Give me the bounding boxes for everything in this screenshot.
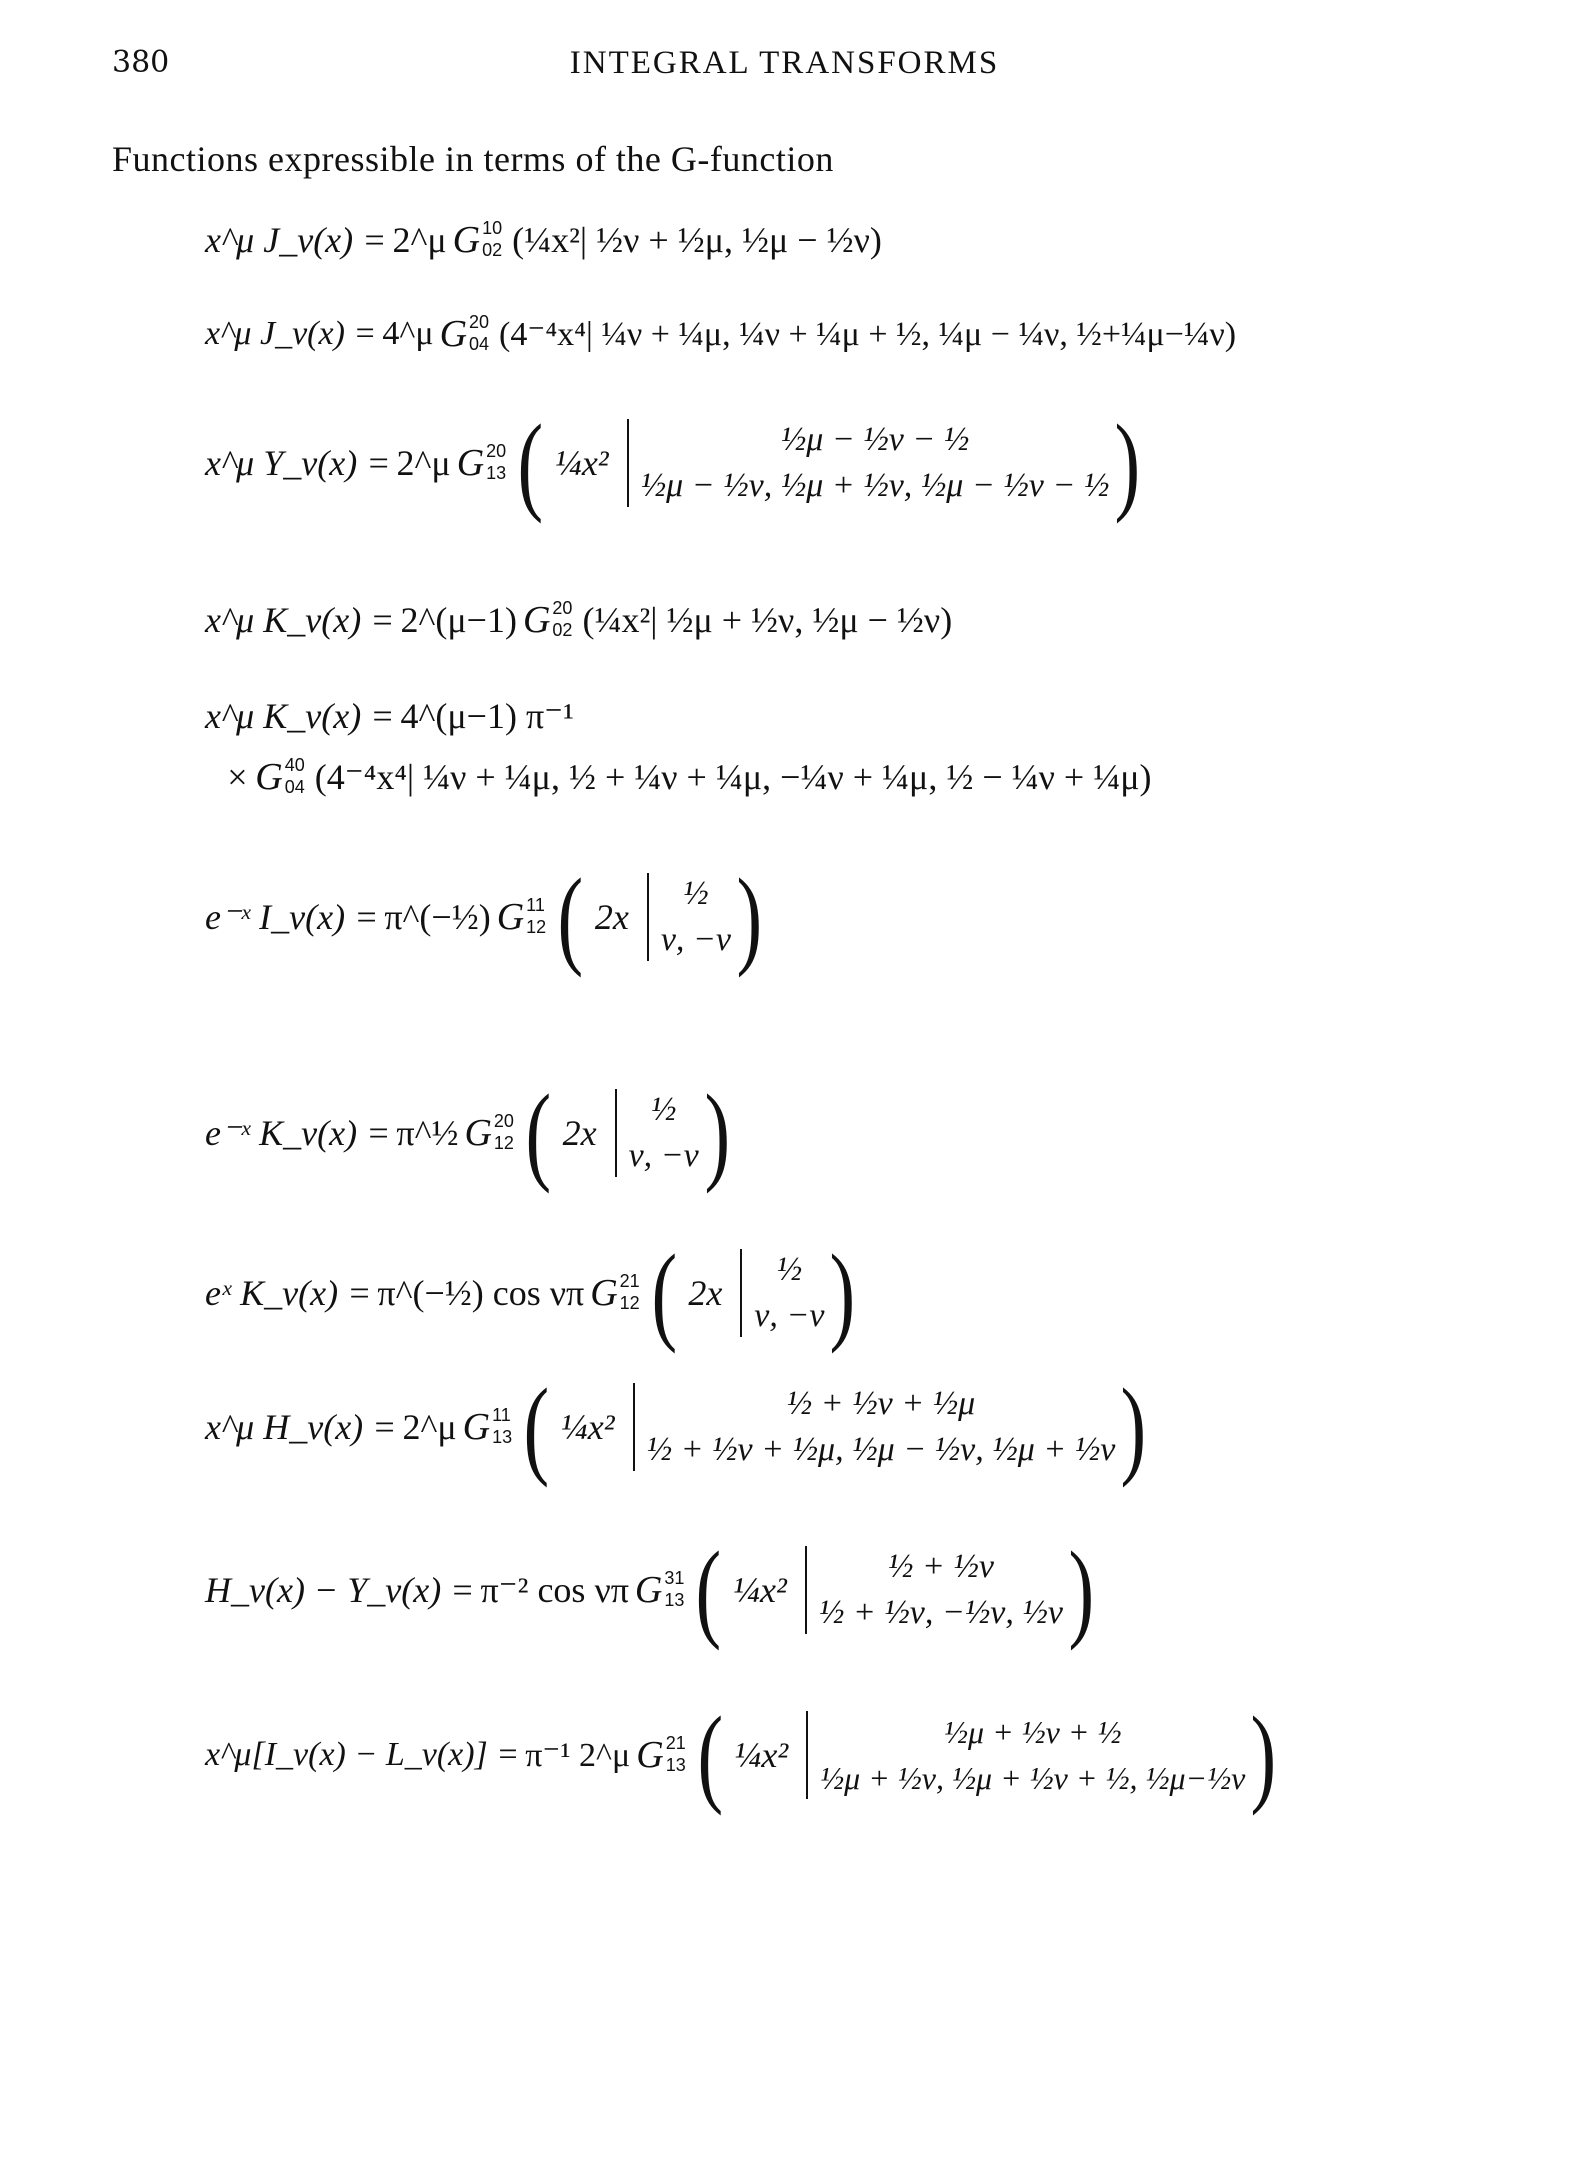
meijer-g-symbol: G 20 13 (456, 441, 507, 484)
meijer-g-symbol: G 11 12 (496, 895, 547, 938)
equation-lhs: x^μ J_ν(x) = (205, 220, 387, 260)
equation-arguments: (¼x²| ½μ + ½ν, ½μ − ½ν) (582, 600, 953, 640)
right-paren: ) (1068, 1529, 1095, 1651)
separator-bar (633, 1383, 635, 1471)
equation-coefficient: 2^(μ−1) (400, 600, 517, 640)
meijer-g-symbol: G 10 02 (452, 218, 503, 261)
equation-9 (205, 1366, 1152, 1488)
upper-parameters: ½ + ½ν (887, 1548, 994, 1585)
equation-lhs: x^μ K_ν(x) = (205, 600, 395, 640)
equation-arguments: (4⁻⁴x⁴| ¼ν + ¼μ, ¼ν + ¼μ + ½, ¼μ − ¼ν, ½+¼μ−¼ν) (499, 316, 1237, 353)
equation-coefficient: 2^μ (402, 1407, 457, 1447)
equation-lhs: x^μ[I_ν(x) − L_ν(x)] = (205, 1736, 520, 1773)
equation-coefficient: 4^μ (382, 315, 434, 352)
left-paren: ( (523, 1366, 550, 1488)
equation-lhs: e⁻ˣ K_ν(x) = (205, 1113, 391, 1153)
lower-parameters: ½μ + ½ν, ½μ + ½ν + ½, ½μ−½ν (820, 1760, 1246, 1796)
parameter-stack (641, 417, 1110, 509)
running-head: INTEGRAL TRANSFORMS (569, 45, 1000, 81)
equation-4 (205, 598, 952, 642)
separator-bar (615, 1089, 617, 1177)
upper-parameters: ½ (776, 1251, 803, 1288)
equation-2 (205, 312, 1236, 356)
g-argument: ¼x² (560, 1407, 615, 1447)
lower-parameters: ½μ − ½ν, ½μ + ½ν, ½μ − ½ν − ½ (640, 467, 1110, 504)
equation-10 (205, 1529, 1100, 1651)
meijer-g-symbol: G 21 12 (590, 1271, 640, 1314)
meijer-g-symbol: G 40 04 (255, 755, 305, 798)
parameter-stack (819, 1544, 1063, 1636)
equation-arguments: (¼x²| ½ν + ½μ, ½μ − ½ν) (512, 220, 882, 260)
meijer-g-symbol: G 20 02 (522, 598, 573, 641)
separator-bar (740, 1249, 742, 1337)
left-paren: ( (651, 1232, 677, 1354)
g-argument: 2x (562, 1113, 597, 1153)
left-paren: ( (697, 1694, 723, 1816)
equation-5 (205, 695, 574, 737)
equation-lhs: eˣ K_ν(x) = (205, 1273, 372, 1313)
equation-1 (205, 218, 882, 262)
equation-coefficient: 2^μ (396, 443, 451, 483)
equation-lhs: x^μ Y_ν(x) = (205, 443, 391, 483)
equation-coefficient: 2^μ (392, 220, 447, 260)
equation-coefficient: 4^(μ−1) π⁻¹ (400, 696, 574, 736)
parameter-stack (820, 1709, 1245, 1801)
lower-parameters: ½ + ½ν + ½μ, ½μ − ½ν, ½μ + ½ν (646, 1431, 1116, 1468)
left-paren: ( (695, 1529, 722, 1651)
meijer-g-symbol: G 31 13 (634, 1568, 685, 1611)
parameter-stack (647, 1381, 1116, 1473)
parameter-stack (629, 1087, 699, 1179)
upper-parameters: ½ (650, 1091, 677, 1128)
page-number: 380 (112, 45, 170, 80)
g-argument: 2x (594, 897, 629, 937)
separator-bar (806, 1711, 808, 1799)
left-paren: ( (525, 1072, 552, 1194)
separator-bar (627, 419, 629, 507)
separator-bar (647, 873, 649, 961)
equation-lhs: x^μ K_ν(x) = (205, 696, 395, 736)
equation-6 (205, 856, 768, 978)
left-paren: ( (557, 856, 584, 978)
equation-7 (205, 1072, 735, 1194)
lower-parameters: ½ + ½ν, −½ν, ½ν (818, 1594, 1063, 1631)
separator-bar (805, 1546, 807, 1634)
right-paren: ) (704, 1072, 730, 1194)
upper-parameters: ½μ + ½ν + ½ (944, 1714, 1122, 1750)
g-argument: ¼x² (734, 1735, 789, 1775)
equation-3 (205, 402, 1146, 524)
section-title: Functions expressible in terms of the G-function (112, 139, 834, 179)
equation-coefficient: π⁻¹ 2^μ (525, 1737, 631, 1774)
meijer-g-symbol: G 20 04 (439, 312, 490, 355)
equation-8 (205, 1232, 861, 1354)
upper-parameters: ½ + ½ν + ½μ (786, 1385, 976, 1422)
g-argument: 2x (688, 1273, 723, 1313)
equation-coefficient: π⁻² cos νπ (480, 1570, 629, 1610)
upper-parameters: ½ (683, 875, 709, 912)
meijer-g-symbol: G 11 13 (462, 1405, 513, 1448)
lower-parameters: ν, −ν (628, 1137, 699, 1174)
right-paren: ) (829, 1232, 856, 1354)
equation-lhs: H_ν(x) − Y_ν(x) = (205, 1570, 475, 1610)
equation-lhs: e⁻ˣ I_ν(x) = (205, 897, 379, 937)
equation-lhs: x^μ H_ν(x) = (205, 1407, 397, 1447)
lower-parameters: ν, −ν (660, 921, 731, 958)
meijer-g-symbol: G 20 12 (464, 1111, 514, 1154)
equation-11 (205, 1694, 1282, 1816)
g-argument: ¼x² (733, 1570, 787, 1610)
equation-lhs: x^μ J_ν(x) = (205, 315, 377, 352)
equation-coefficient: π^½ (396, 1113, 459, 1153)
right-paren: ) (1114, 402, 1141, 524)
parameter-stack (754, 1247, 824, 1339)
equation-lhs: × (225, 757, 250, 797)
equation-arguments: (4⁻⁴x⁴| ¼ν + ¼μ, ½ + ¼ν + ¼μ, −¼ν + ¼μ, ½ − ¼ν + ¼μ) (314, 757, 1152, 797)
left-paren: ( (517, 402, 544, 524)
equation-coefficient: π^(−½) cos νπ (377, 1273, 585, 1313)
right-paren: ) (736, 856, 763, 978)
meijer-g-symbol: G 21 13 (636, 1733, 686, 1776)
right-paren: ) (1120, 1366, 1147, 1488)
right-paren: ) (1250, 1694, 1277, 1816)
upper-parameters: ½μ − ½ν − ½ (780, 421, 970, 458)
equation-coefficient: π^(−½) (384, 897, 491, 937)
g-argument: ¼x² (554, 443, 609, 483)
equation-5-continuation (225, 755, 1152, 799)
lower-parameters: ν, −ν (754, 1297, 825, 1334)
parameter-stack (661, 871, 731, 963)
